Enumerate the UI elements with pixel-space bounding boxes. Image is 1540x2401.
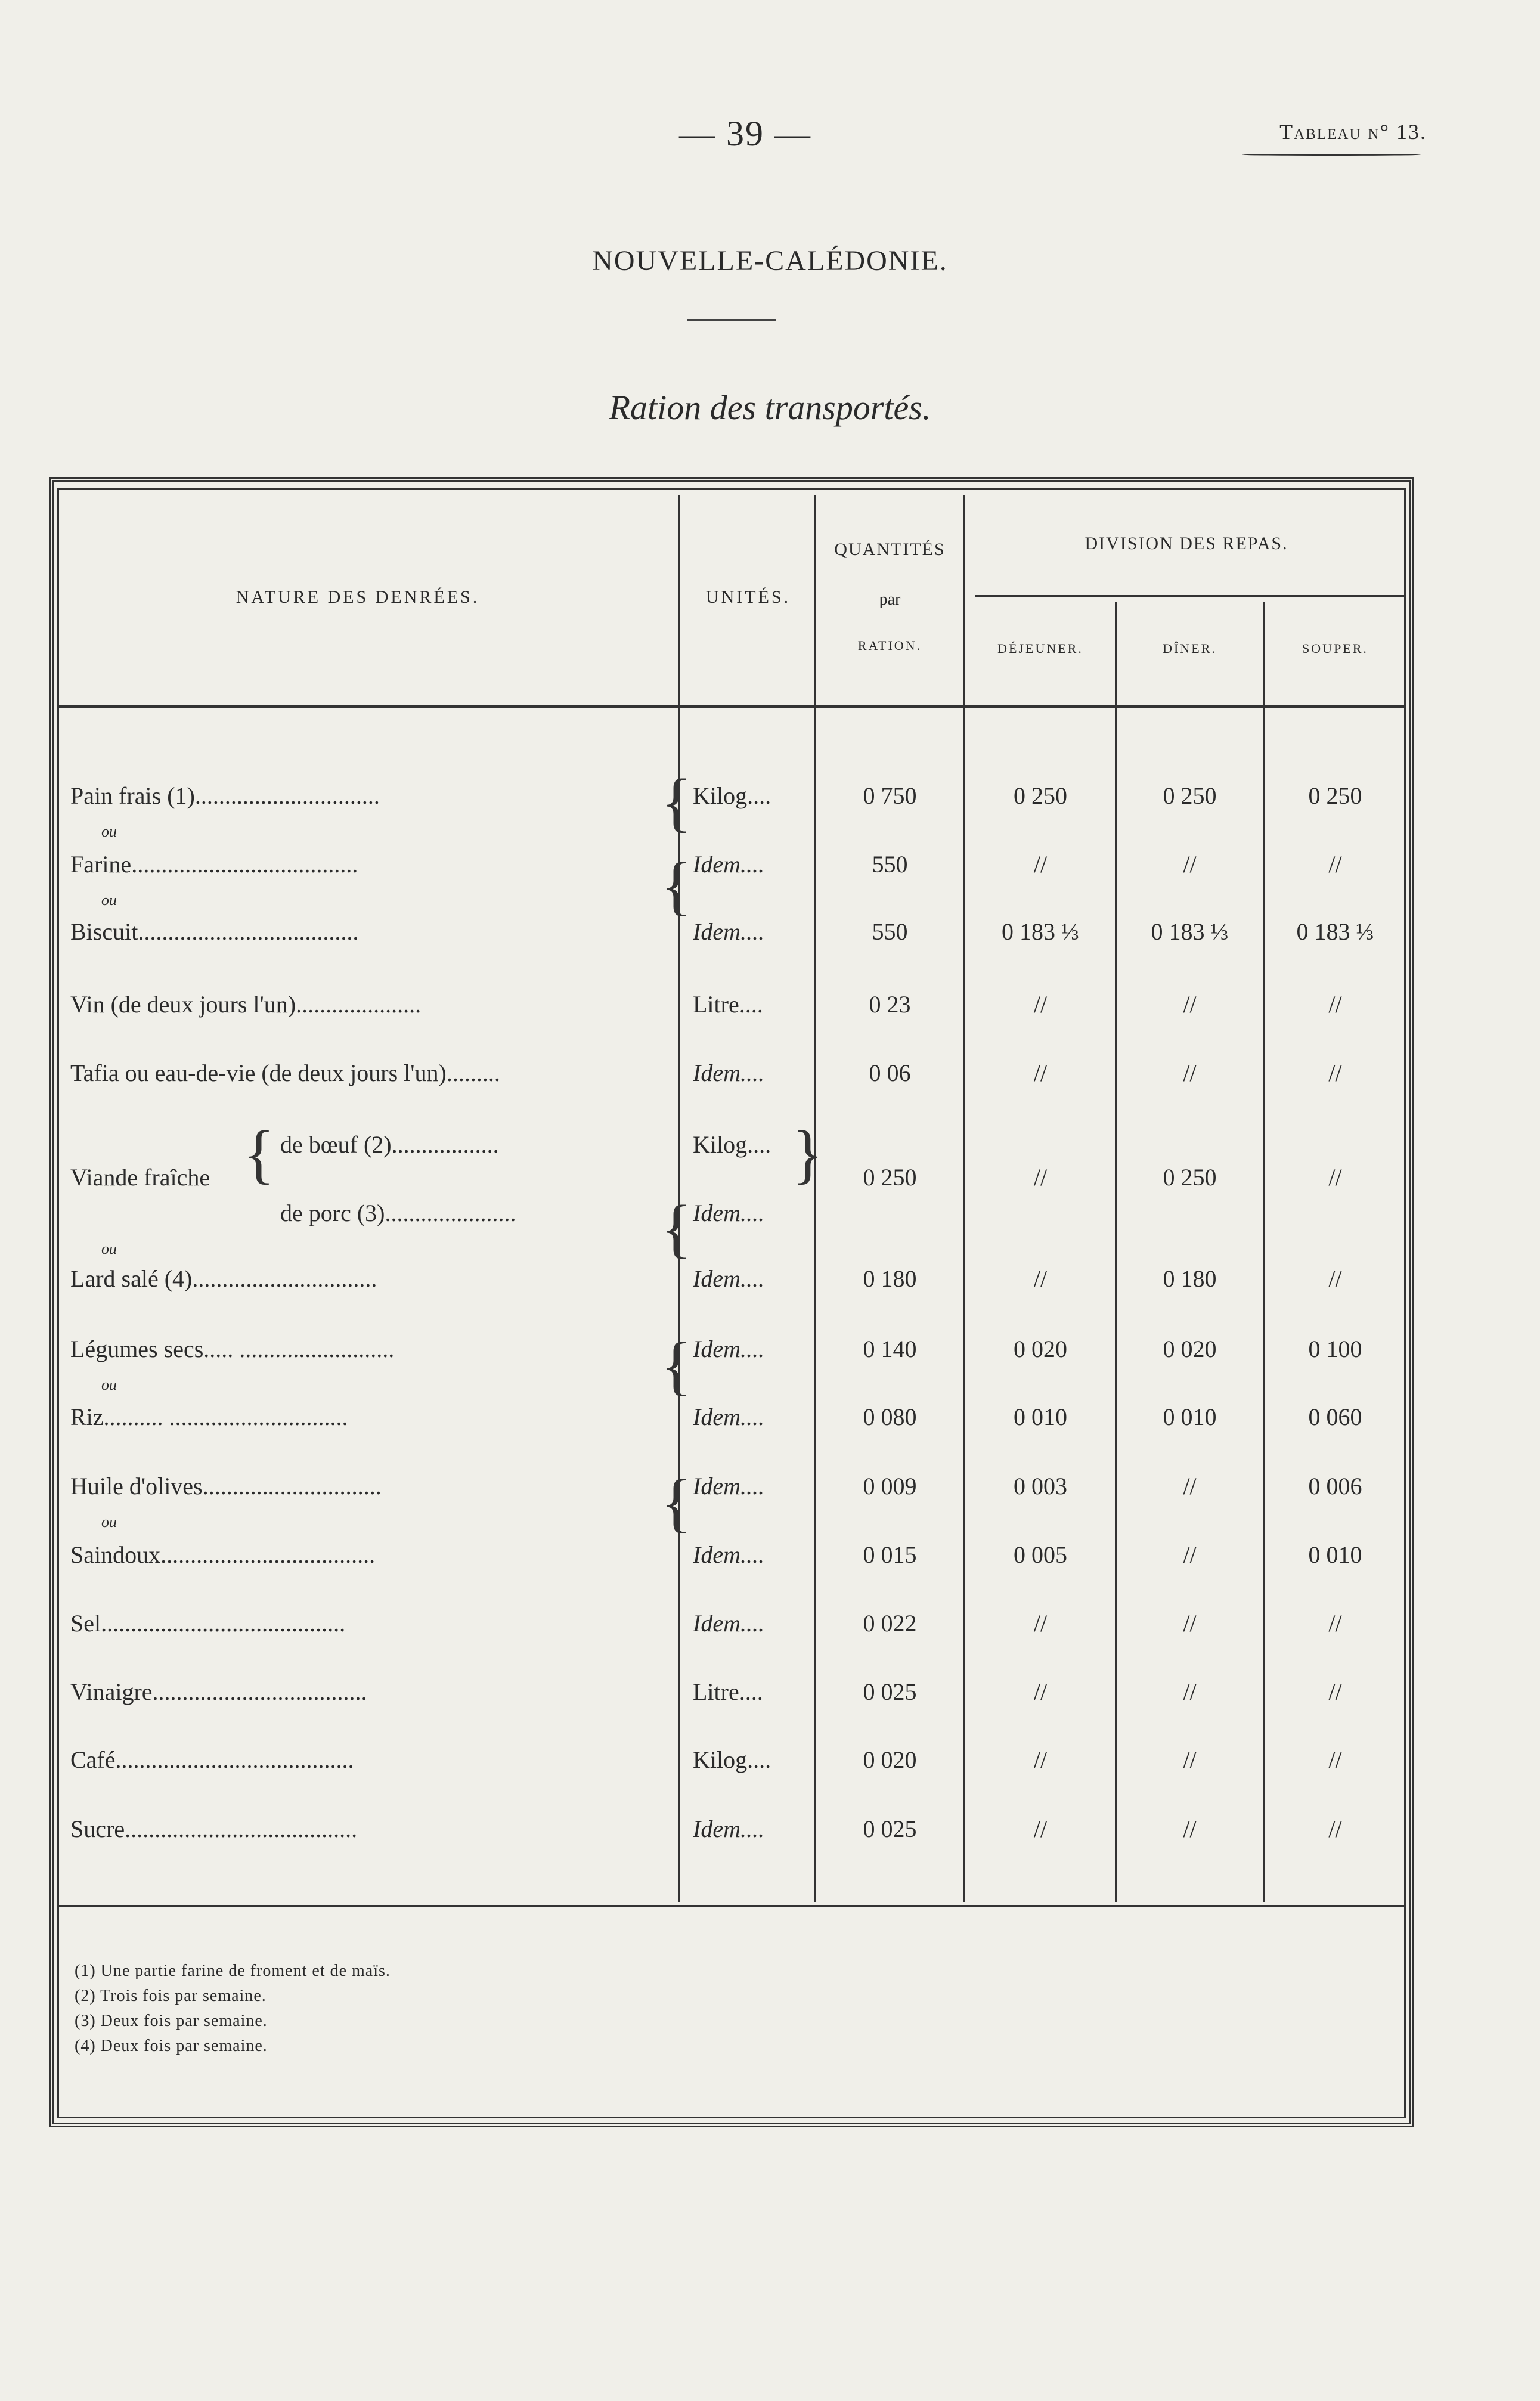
row-diner: // bbox=[1183, 1059, 1197, 1086]
row-souper: // bbox=[1328, 1746, 1342, 1773]
table-row bbox=[0, 1742, 1540, 1778]
tableau-label: Tableau n° 13. bbox=[1279, 120, 1427, 144]
row-diner: 0 180 bbox=[1163, 1265, 1217, 1292]
row-name: Légumes secs..... .......................... bbox=[70, 1336, 395, 1362]
connector-ou: ou bbox=[101, 1376, 117, 1393]
row-qty: 550 bbox=[872, 851, 908, 878]
row-qty: 0 020 bbox=[863, 1746, 917, 1773]
row-unit: Idem.... bbox=[693, 1404, 764, 1430]
table-row bbox=[0, 1331, 1540, 1367]
viande-diner: 0 250 bbox=[1163, 1164, 1217, 1191]
viande-boeuf: de bœuf (2).................. bbox=[280, 1131, 499, 1158]
row-qty: 0 750 bbox=[863, 782, 917, 809]
row-unit: Idem.... bbox=[693, 918, 764, 945]
row-souper: 0 060 bbox=[1308, 1404, 1362, 1430]
row-unit: Litre.... bbox=[693, 1678, 763, 1705]
row-souper: // bbox=[1328, 1265, 1342, 1292]
viande-souper: // bbox=[1328, 1164, 1342, 1191]
division-rule bbox=[975, 595, 1404, 597]
footnote-3: (3) Deux fois par semaine. bbox=[75, 2012, 268, 2030]
row-dejeuner: 0 183 ⅓ bbox=[1002, 918, 1079, 945]
footnote-2: (2) Trois fois par semaine. bbox=[75, 1987, 267, 2005]
table-inner-frame bbox=[57, 488, 1406, 2118]
row-souper: // bbox=[1328, 1610, 1342, 1637]
row-qty: 0 025 bbox=[863, 1816, 917, 1842]
row-qty: 0 080 bbox=[863, 1404, 917, 1430]
table-row bbox=[0, 1674, 1540, 1710]
row-name: Saindoux.................................... bbox=[70, 1541, 376, 1568]
row-unit: Idem.... bbox=[693, 1059, 764, 1086]
row-qty: 0 009 bbox=[863, 1473, 917, 1500]
viande-qty: 0 250 bbox=[863, 1164, 917, 1191]
table-row bbox=[0, 914, 1540, 950]
row-name: Lard salé (4)............................... bbox=[70, 1265, 377, 1292]
connector-ou: ou bbox=[101, 891, 117, 909]
footnote-4: (4) Deux fois par semaine. bbox=[75, 2037, 268, 2055]
row-souper: 0 100 bbox=[1308, 1336, 1362, 1362]
row-name: Tafia ou eau-de-vie (de deux jours l'un)......... bbox=[70, 1059, 500, 1086]
row-name: Sucre....................................... bbox=[70, 1816, 358, 1842]
row-souper: // bbox=[1328, 1816, 1342, 1842]
row-name: Huile d'olives.............................. bbox=[70, 1473, 382, 1500]
page-number: — 39 — bbox=[679, 114, 811, 153]
row-qty: 0 23 bbox=[869, 991, 911, 1018]
brace-viande: { bbox=[243, 1117, 275, 1190]
row-unit: Litre.... bbox=[693, 991, 763, 1018]
row-souper: // bbox=[1328, 1059, 1342, 1086]
header-par: par bbox=[879, 590, 901, 609]
header-unites: UNITÉS. bbox=[705, 587, 791, 607]
row-name: Vinaigre.................................... bbox=[70, 1678, 367, 1705]
title-separator bbox=[687, 319, 776, 321]
tableau-underline bbox=[1242, 154, 1421, 156]
row-unit: Kilog.... bbox=[693, 1746, 771, 1773]
row-unit: Idem.... bbox=[693, 1473, 764, 1500]
row-unit: Kilog.... bbox=[693, 782, 771, 809]
row-diner: 0 250 bbox=[1163, 782, 1217, 809]
row-qty: 550 bbox=[872, 918, 908, 945]
row-souper: // bbox=[1328, 1678, 1342, 1705]
row-diner: // bbox=[1183, 1610, 1197, 1637]
row-dejeuner: 0 020 bbox=[1014, 1336, 1067, 1362]
row-dejeuner: 0 250 bbox=[1014, 782, 1067, 809]
brace-meat: { bbox=[661, 1192, 692, 1265]
footnote-1: (1) Une partie farine de froment et de maïs. bbox=[75, 1962, 391, 1980]
viande-unit-boeuf: Kilog.... bbox=[693, 1131, 771, 1158]
header-souper: SOUPER. bbox=[1302, 641, 1368, 656]
brace-fats: { bbox=[661, 1466, 692, 1539]
row-diner: 0 010 bbox=[1163, 1404, 1217, 1430]
header-diner: DÎNER. bbox=[1163, 641, 1217, 656]
row-unit: Idem.... bbox=[693, 1541, 764, 1568]
row-dejeuner: // bbox=[1033, 1746, 1048, 1773]
connector-ou: ou bbox=[101, 823, 117, 840]
row-dejeuner: // bbox=[1033, 1059, 1048, 1086]
row-dejeuner: // bbox=[1033, 1265, 1048, 1292]
row-dejeuner: // bbox=[1033, 1610, 1048, 1637]
header-nature: NATURE DES DENRÉES. bbox=[236, 587, 480, 607]
row-name: Pain frais (1)............................... bbox=[70, 782, 380, 809]
brace-legumes: { bbox=[661, 1329, 692, 1402]
row-qty: 0 022 bbox=[863, 1610, 917, 1637]
table-row bbox=[0, 1469, 1540, 1504]
row-unit: Idem.... bbox=[693, 1336, 764, 1362]
table-row bbox=[0, 1055, 1540, 1091]
connector-ou: ou bbox=[101, 1513, 117, 1531]
row-diner: 0 183 ⅓ bbox=[1151, 918, 1229, 945]
row-qty: 0 180 bbox=[863, 1265, 917, 1292]
row-diner: // bbox=[1183, 991, 1197, 1018]
table-row bbox=[0, 1399, 1540, 1435]
brace-viande-units: { bbox=[792, 1117, 823, 1190]
row-qty: 0 015 bbox=[863, 1541, 917, 1568]
table-row bbox=[0, 987, 1540, 1023]
row-dejeuner: 0 010 bbox=[1014, 1404, 1067, 1430]
connector-ou: ou bbox=[101, 1240, 117, 1257]
header-division: DIVISION DES REPAS. bbox=[1084, 534, 1288, 553]
header-quantites: QUANTITÉS bbox=[834, 540, 946, 559]
region-title: NOUVELLE-CALÉDONIE. bbox=[592, 245, 948, 277]
row-dejeuner: // bbox=[1033, 1816, 1048, 1842]
row-souper: 0 010 bbox=[1308, 1541, 1362, 1568]
row-souper: 0 006 bbox=[1308, 1473, 1362, 1500]
row-dejeuner: // bbox=[1033, 851, 1048, 878]
row-unit: Idem.... bbox=[693, 851, 764, 878]
viande-dejeuner: // bbox=[1033, 1164, 1048, 1191]
row-qty: 0 140 bbox=[863, 1336, 917, 1362]
viande-porc: de porc (3)...................... bbox=[280, 1200, 516, 1226]
table-row bbox=[0, 1811, 1540, 1847]
table-row bbox=[0, 1606, 1540, 1641]
brace-bread: { bbox=[661, 766, 692, 838]
row-souper: // bbox=[1328, 851, 1342, 878]
row-qty: 0 06 bbox=[869, 1059, 911, 1086]
table-row bbox=[0, 847, 1540, 882]
table-row bbox=[0, 778, 1540, 814]
footnotes bbox=[75, 1959, 391, 2059]
row-souper: // bbox=[1328, 991, 1342, 1018]
row-name: Farine...................................... bbox=[70, 851, 358, 878]
row-dejeuner: // bbox=[1033, 991, 1048, 1018]
row-dejeuner: 0 003 bbox=[1014, 1473, 1067, 1500]
page-title: Ration des transportés. bbox=[609, 388, 931, 427]
row-name: Biscuit..................................... bbox=[70, 918, 359, 945]
row-souper: 0 250 bbox=[1308, 782, 1362, 809]
row-qty: 0 025 bbox=[863, 1678, 917, 1705]
header-ration: RATION. bbox=[857, 638, 922, 653]
header-dejeuner: DÉJEUNER. bbox=[997, 641, 1083, 656]
row-diner: 0 020 bbox=[1163, 1336, 1217, 1362]
table-bottom-rule bbox=[57, 1905, 1406, 1907]
row-name: Vin (de deux jours l'un)..................... bbox=[70, 991, 422, 1018]
row-diner: // bbox=[1183, 1473, 1197, 1500]
table-row bbox=[0, 1261, 1540, 1297]
row-dejeuner: 0 005 bbox=[1014, 1541, 1067, 1568]
row-unit: Idem.... bbox=[693, 1816, 764, 1842]
row-unit: Idem.... bbox=[693, 1265, 764, 1292]
viande-unit-porc: Idem.... bbox=[693, 1200, 764, 1226]
brace-bread-lower: { bbox=[661, 849, 692, 922]
row-name: Sel......................................... bbox=[70, 1610, 346, 1637]
row-diner: // bbox=[1183, 1746, 1197, 1773]
table-row bbox=[0, 1537, 1540, 1573]
row-diner: // bbox=[1183, 1816, 1197, 1842]
viande-label: Viande fraîche bbox=[70, 1164, 210, 1191]
header-bottom-rule bbox=[57, 705, 1406, 708]
row-name: Riz.......... .............................. bbox=[70, 1404, 348, 1430]
row-unit: Idem.... bbox=[693, 1610, 764, 1637]
row-diner: // bbox=[1183, 851, 1197, 878]
row-dejeuner: // bbox=[1033, 1678, 1048, 1705]
row-souper: 0 183 ⅓ bbox=[1296, 918, 1374, 945]
row-name: Café........................................ bbox=[70, 1746, 354, 1773]
row-diner: // bbox=[1183, 1541, 1197, 1568]
row-diner: // bbox=[1183, 1678, 1197, 1705]
